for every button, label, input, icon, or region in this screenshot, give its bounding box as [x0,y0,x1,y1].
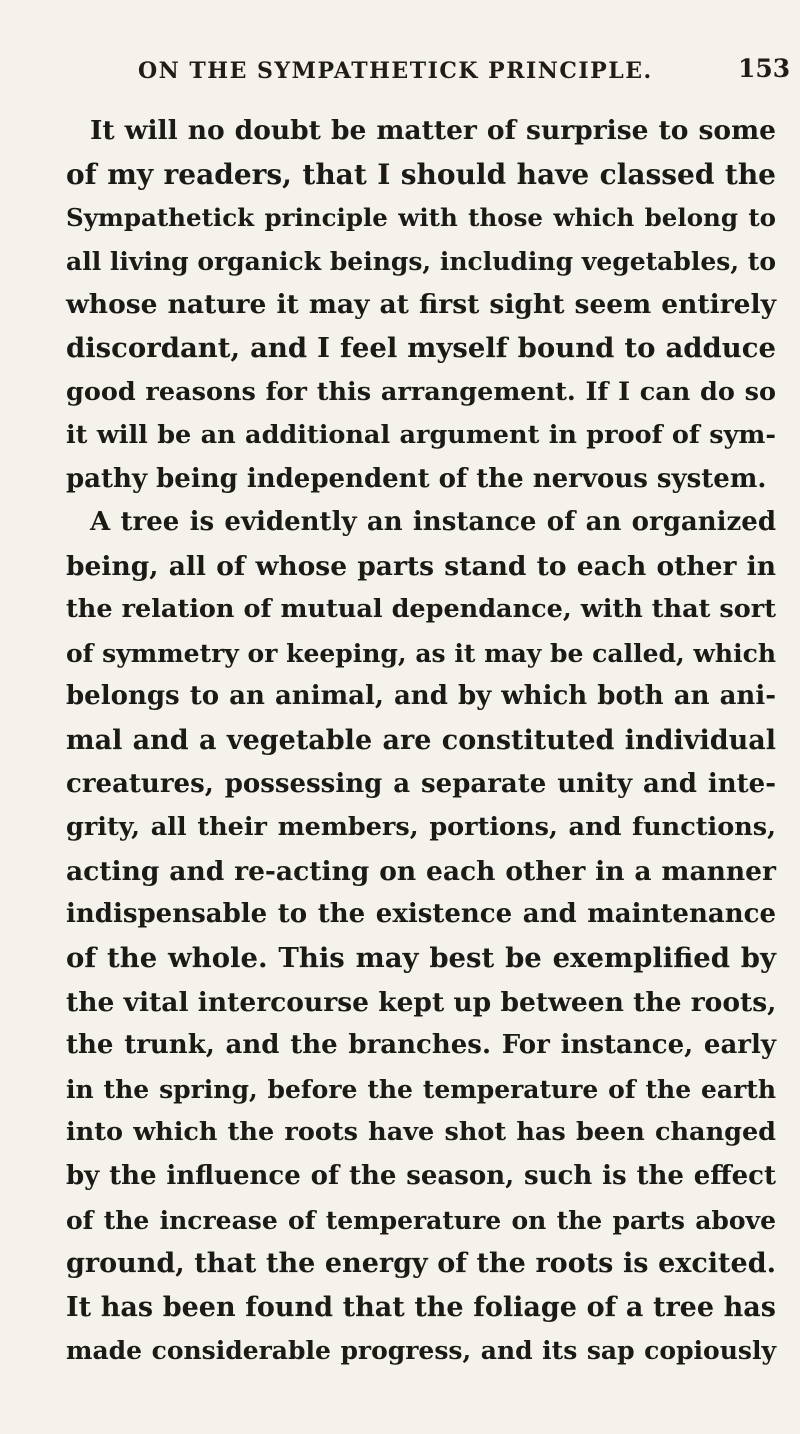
text-line: by the influence of the season, such is the effect [66,1160,776,1191]
text-line: of the increase of temperature on the parts above [66,1205,776,1235]
text-line: all living organick beings, including vegetables, to [66,246,776,276]
text-line: being, all of whose parts stand to each other in [66,550,776,582]
text-line: acting and re-acting on each other in a manner [66,855,776,887]
text-line: made considerable progress, and its sap copiously [66,1336,776,1366]
paragraph-2 [66,501,776,1373]
running-title: ON THE SYMPATHETICK PRINCIPLE. [138,58,653,84]
text-line: A tree is evidently an instance of an organized [90,507,776,537]
text-line: in the spring, before the temperature of the earth [66,1074,776,1104]
text-line: it will be an additional argument in proof of sym- [66,420,776,451]
text-line: the vital intercourse kept up between the roots, [66,986,777,1018]
text-line: good reasons for this arrangement. If I can do so [66,376,776,407]
text-line: the trunk, and the branches. For instance, early [66,1030,776,1061]
text-line: whose nature it may at first sight seem entirely [66,289,776,321]
text-line: into which the roots have shot has been changed [66,1117,776,1148]
text-line: the relation of mutual dependance, with that sort [66,594,776,625]
text-line: of symmetry or keeping, as it may be called, which [66,638,776,668]
page-number: 153 [738,54,791,83]
text-line: creatures, possessing a separate unity and inte- [66,768,776,799]
text-line: Sympathetick principle with those which belong to [66,203,776,233]
text-line: grity, all their members, portions, and functions, [66,812,776,843]
text-line: It will no doubt be matter of surprise to some [90,115,776,146]
text-line: ground, that the energy of the roots is excited. [66,1248,776,1280]
text-line: pathy being independent of the nervous system. [66,463,767,494]
text-line: of my readers, that I should have classed the [66,157,776,191]
text-line: of the whole. This may best be exemplified by [66,941,776,974]
text-line: indispensable to the existence and maintenance [66,899,776,930]
text-line: belongs to an animal, and by which both an ani- [66,681,776,712]
text-line: mal and a vegetable are constituted individual [66,724,776,756]
paragraph-1 [66,109,776,501]
text-line: discordant, and I feel myself bound to adduce [66,331,776,364]
text-line: It has been found that the foliage of a tree has [66,1291,776,1323]
